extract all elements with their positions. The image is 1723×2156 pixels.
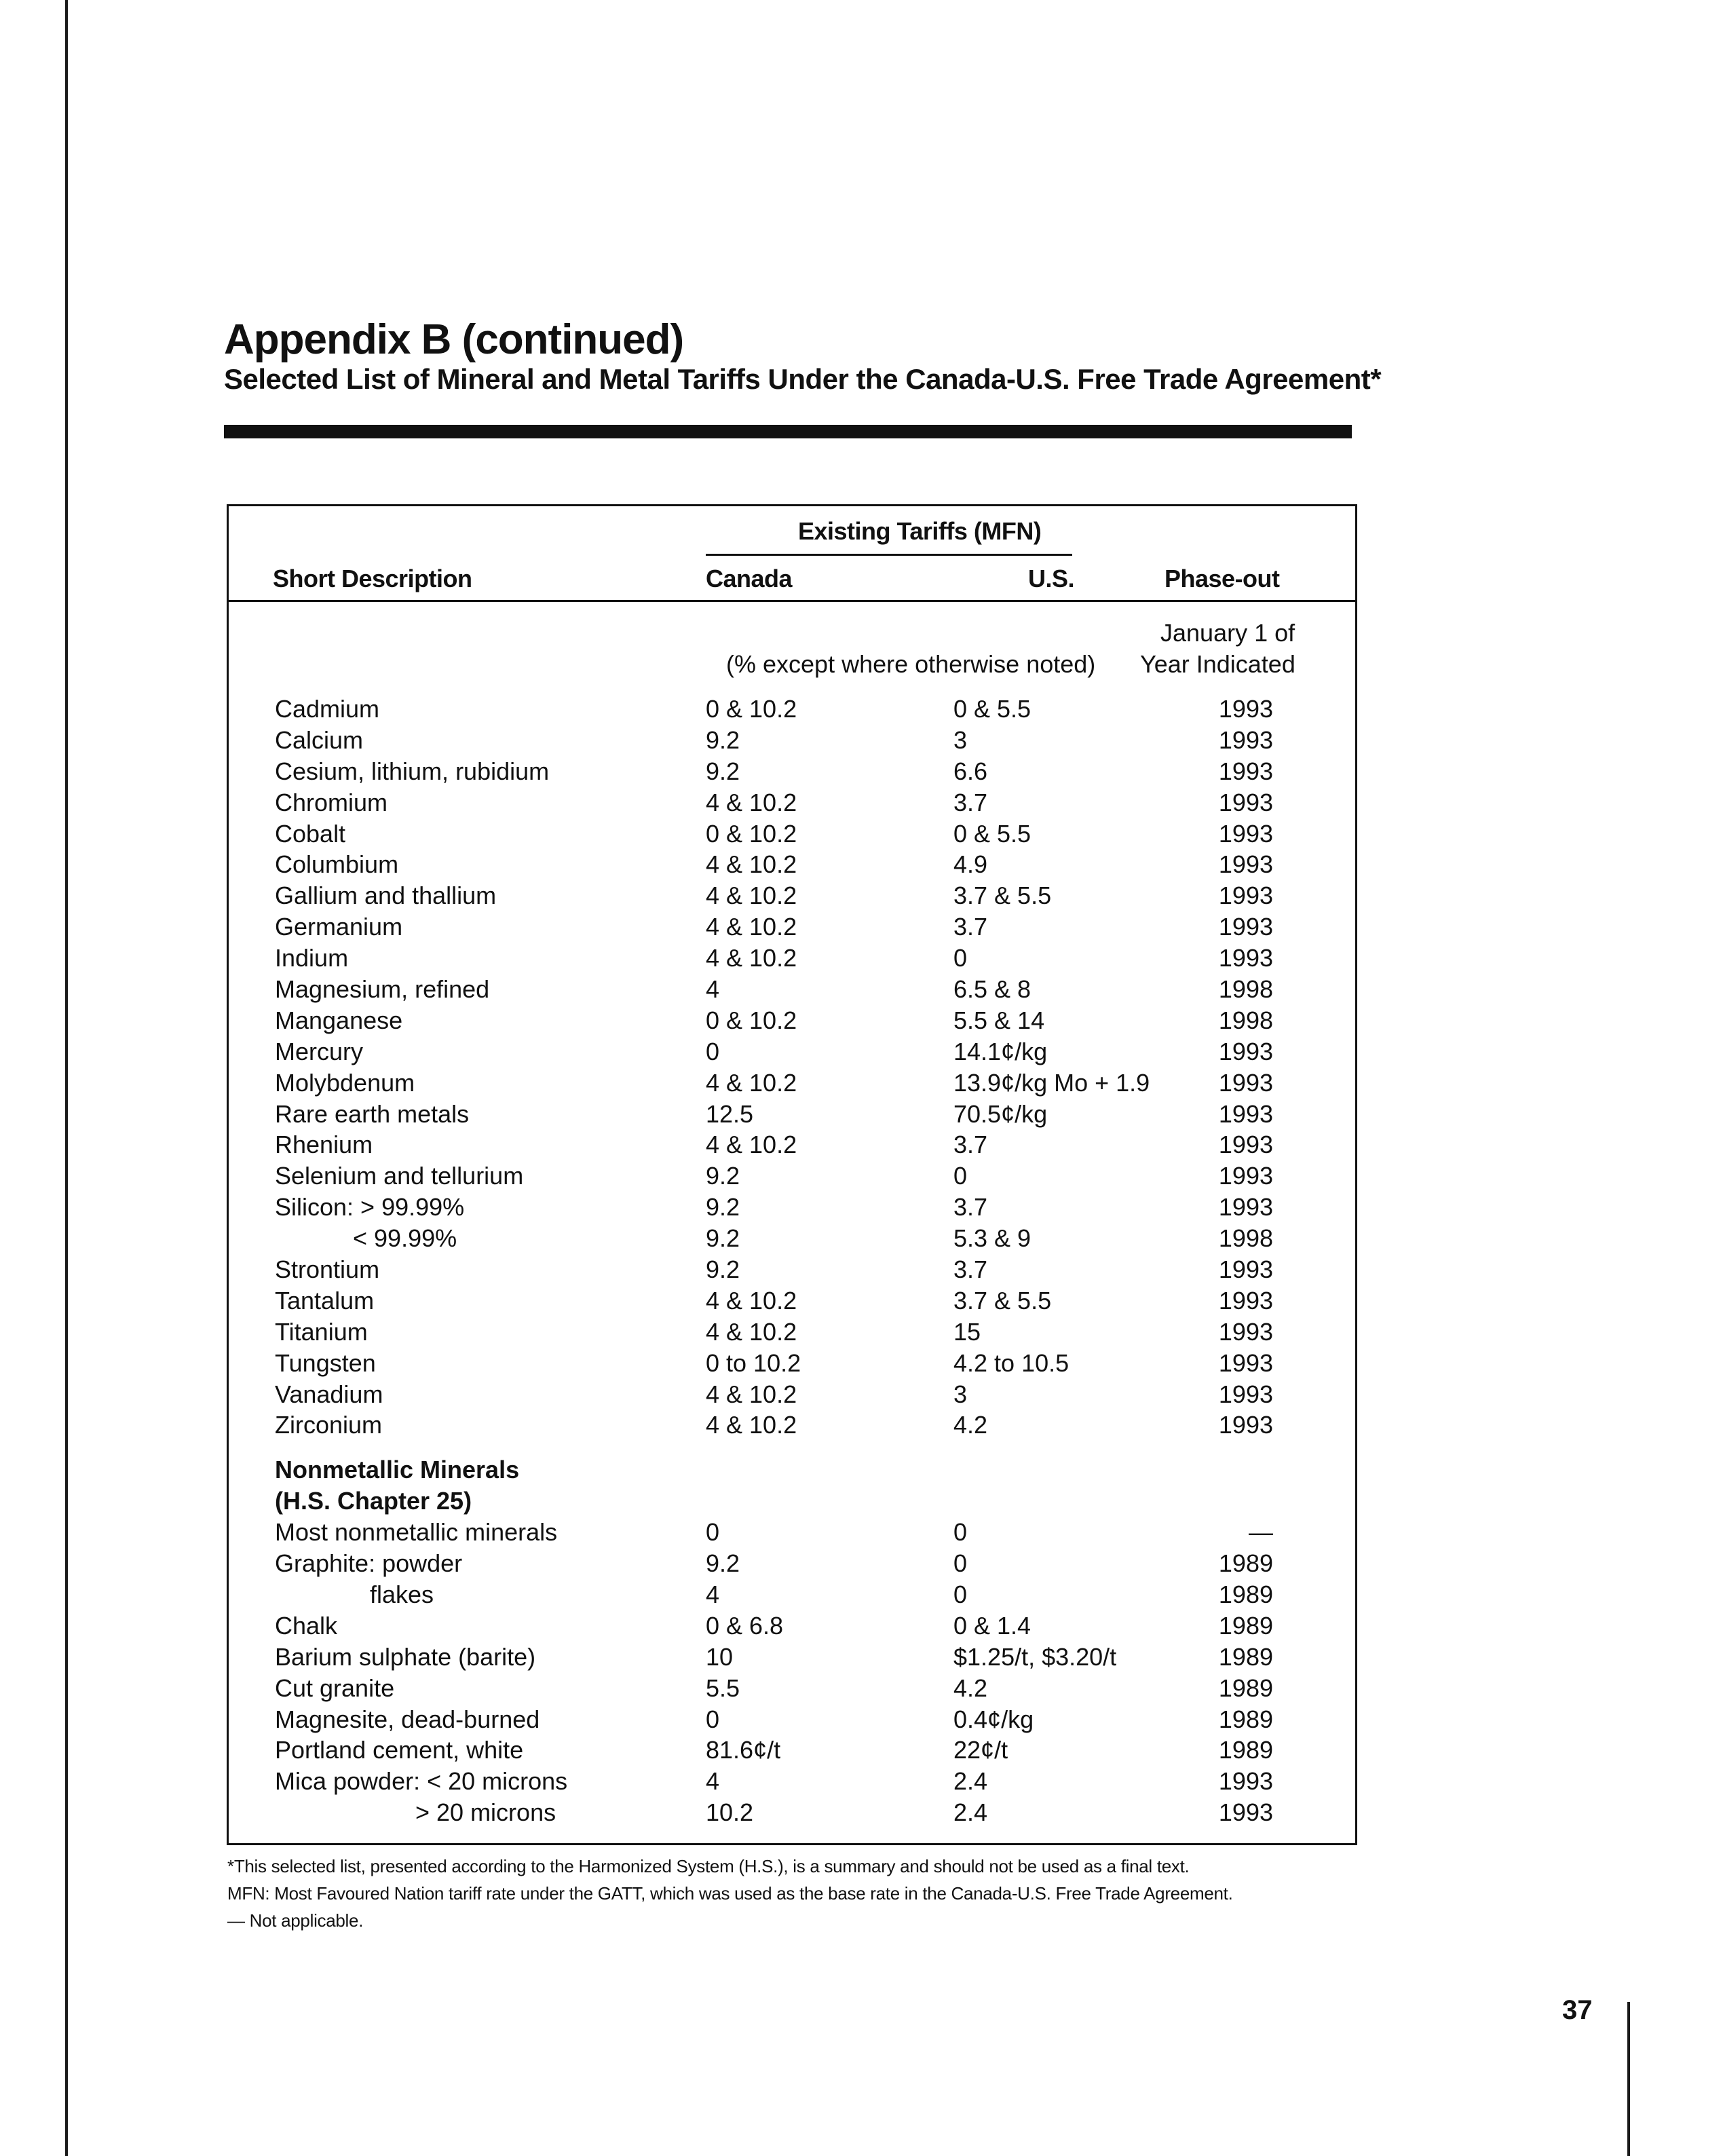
table-row — [0, 1223, 1723, 1254]
cell-us: 0 & 1.4 — [953, 1611, 1031, 1640]
cell-canada: 4 & 10.2 — [706, 913, 797, 941]
cell-canada: 9.2 — [706, 1162, 740, 1190]
table-row — [0, 943, 1723, 974]
cell-us: 4.2 to 10.5 — [953, 1348, 1069, 1377]
cell-phase-out: 1998 — [1218, 975, 1273, 1004]
cell-us: 3 — [953, 1380, 968, 1408]
cell-us: 0 — [953, 944, 968, 972]
table-row — [0, 1410, 1723, 1441]
cell-phase-out: 1998 — [1218, 1224, 1273, 1253]
cell-description: Cobalt — [275, 819, 346, 848]
cell-phase-out: 1993 — [1218, 788, 1273, 816]
cell-us: 3.7 & 5.5 — [953, 882, 1052, 910]
section-heading-row — [0, 1486, 1723, 1517]
tariff-rows — [0, 694, 1723, 1828]
table-row — [0, 1610, 1723, 1642]
cell-description: Columbium — [275, 850, 399, 879]
heading-rule — [224, 425, 1352, 438]
cell-phase-out: 1989 — [1218, 1642, 1273, 1671]
cell-us: 0.4¢/kg — [953, 1705, 1034, 1733]
cell-canada: 9.2 — [706, 1255, 740, 1284]
cell-phase-out: 1993 — [1218, 1193, 1273, 1222]
row-spacer — [0, 1441, 1723, 1454]
cell-canada: 0 & 6.8 — [706, 1611, 784, 1640]
table-row — [0, 911, 1723, 943]
table-row — [0, 1379, 1723, 1410]
cell-canada: 4 & 10.2 — [706, 1286, 797, 1315]
cell-us: 22¢/t — [953, 1736, 1008, 1764]
cell-canada: 4 & 10.2 — [706, 850, 797, 879]
cell-phase-out: 1993 — [1218, 757, 1273, 785]
table-row — [0, 1642, 1723, 1673]
cell-canada: 4 & 10.2 — [706, 1317, 797, 1346]
cell-canada: 0 — [706, 1705, 720, 1733]
cell-description: Titanium — [275, 1317, 368, 1346]
cell-canada: 81.6¢/t — [706, 1736, 781, 1764]
table-row — [0, 1005, 1723, 1036]
cell-us: 0 — [953, 1580, 968, 1608]
cell-description: Rare earth metals — [275, 1099, 470, 1128]
cell-phase-out: 1993 — [1218, 882, 1273, 910]
cell-canada: 0 & 10.2 — [706, 819, 797, 848]
cell-phase-out: 1989 — [1218, 1705, 1273, 1733]
cell-us: $1.25/t, $3.20/t — [953, 1642, 1117, 1671]
cell-canada: 4 & 10.2 — [706, 788, 797, 816]
cell-phase-out: 1993 — [1218, 913, 1273, 941]
cell-canada: 4 & 10.2 — [706, 1068, 797, 1097]
phase-note-line1: January 1 of — [1160, 619, 1295, 647]
cell-description: Calcium — [275, 725, 364, 754]
cell-description: Cut granite — [275, 1673, 395, 1702]
cell-us: 0 — [953, 1518, 968, 1547]
cell-canada: 0 — [706, 1037, 720, 1065]
cell-phase-out: — — [1249, 1518, 1273, 1547]
cell-phase-out: 1993 — [1218, 1162, 1273, 1190]
cell-us: 5.5 & 14 — [953, 1006, 1045, 1034]
cell-phase-out: 1989 — [1218, 1549, 1273, 1578]
cell-phase-out: 1993 — [1218, 1131, 1273, 1159]
table-row — [0, 725, 1723, 756]
cell-canada: 4 & 10.2 — [706, 1411, 797, 1439]
cell-description: Selenium and tellurium — [275, 1162, 524, 1190]
table-row — [0, 1797, 1723, 1828]
cell-description: Tungsten — [275, 1348, 376, 1377]
cell-description: Cadmium — [275, 695, 380, 723]
cell-description: > 20 microns — [415, 1798, 556, 1827]
cell-us: 13.9¢/kg Mo + 1.9 — [953, 1068, 1150, 1097]
cell-canada: 0 — [706, 1518, 720, 1547]
cell-us: 6.5 & 8 — [953, 975, 1031, 1004]
table-row — [0, 818, 1723, 850]
cell-canada: 4 & 10.2 — [706, 944, 797, 972]
cell-canada: 4 & 10.2 — [706, 882, 797, 910]
cell-description: Germanium — [275, 913, 403, 941]
cell-description: Tantalum — [275, 1286, 375, 1315]
cell-phase-out: 1993 — [1218, 725, 1273, 754]
cell-us: 3 — [953, 725, 968, 754]
cell-canada: 9.2 — [706, 757, 740, 785]
phase-note-line2: Year Indicated — [1140, 650, 1295, 678]
cell-phase-out: 1989 — [1218, 1580, 1273, 1608]
table-row — [0, 1766, 1723, 1797]
cell-phase-out: 1993 — [1218, 1348, 1273, 1377]
cell-description: Gallium and thallium — [275, 882, 497, 910]
cell-description: (H.S. Chapter 25) — [275, 1487, 472, 1515]
cell-canada: 10.2 — [706, 1798, 754, 1827]
cell-us: 3.7 & 5.5 — [953, 1286, 1052, 1315]
cell-phase-out: 1993 — [1218, 695, 1273, 723]
cell-us: 0 — [953, 1549, 968, 1578]
cell-phase-out: 1993 — [1218, 1099, 1273, 1128]
table-row — [0, 1036, 1723, 1067]
column-header-us: U.S. — [1028, 565, 1075, 592]
cell-description: Vanadium — [275, 1380, 383, 1408]
cell-phase-out: 1989 — [1218, 1736, 1273, 1764]
cell-description: Manganese — [275, 1006, 403, 1034]
cell-description: Nonmetallic Minerals — [275, 1456, 520, 1484]
cell-description: Indium — [275, 944, 349, 972]
cell-phase-out: 1993 — [1218, 1255, 1273, 1284]
table-row — [0, 1673, 1723, 1704]
cell-phase-out: 1993 — [1218, 944, 1273, 972]
cell-canada: 0 to 10.2 — [706, 1348, 801, 1377]
cell-phase-out: 1993 — [1218, 850, 1273, 879]
cell-canada: 9.2 — [706, 1193, 740, 1222]
cell-description: Chalk — [275, 1611, 338, 1640]
table-row — [0, 880, 1723, 911]
table-row — [0, 1317, 1723, 1348]
units-note: (% except where otherwise noted) — [726, 650, 1096, 678]
table-row — [0, 1735, 1723, 1766]
cell-us: 3.7 — [953, 913, 988, 941]
table-row — [0, 694, 1723, 725]
table-row — [0, 1704, 1723, 1735]
cell-description: Mica powder: < 20 microns — [275, 1767, 568, 1796]
cell-canada: 4 & 10.2 — [706, 1380, 797, 1408]
cell-us: 4.2 — [953, 1673, 988, 1702]
cell-us: 6.6 — [953, 757, 988, 785]
cell-canada: 10 — [706, 1642, 734, 1671]
group-header-existing-tariffs: Existing Tariffs (MFN) — [798, 517, 1042, 545]
page-subtitle: Selected List of Mineral and Metal Tariffs Under the Canada-U.S. Free Trade Agreement* — [224, 363, 1382, 395]
cell-us: 14.1¢/kg — [953, 1037, 1048, 1065]
cell-us: 3.7 — [953, 1193, 988, 1222]
cell-us: 5.3 & 9 — [953, 1224, 1031, 1253]
cell-description: Graphite: powder — [275, 1549, 463, 1578]
page-title: Appendix B (continued) — [224, 316, 684, 363]
cell-phase-out: 1993 — [1218, 1286, 1273, 1315]
scan-edge-right — [1627, 2002, 1630, 2156]
table-row — [0, 1067, 1723, 1099]
page-number: 37 — [1562, 1995, 1593, 2025]
cell-us: 3.7 — [953, 1131, 988, 1159]
table-row — [0, 1129, 1723, 1160]
table-row — [0, 1517, 1723, 1548]
cell-phase-out: 1993 — [1218, 1068, 1273, 1097]
cell-canada: 5.5 — [706, 1673, 740, 1702]
cell-us: 4.9 — [953, 850, 988, 879]
cell-description: Magnesium, refined — [275, 975, 490, 1004]
cell-canada: 9.2 — [706, 1224, 740, 1253]
footnote-not-applicable: — Not applicable. — [227, 1910, 364, 1931]
table-row — [0, 1192, 1723, 1223]
cell-canada: 4 — [706, 1580, 720, 1608]
cell-canada: 9.2 — [706, 1549, 740, 1578]
cell-canada: 4 & 10.2 — [706, 1131, 797, 1159]
cell-description: Silicon: > 99.99% — [275, 1193, 465, 1222]
table-row — [0, 849, 1723, 880]
cell-us: 70.5¢/kg — [953, 1099, 1048, 1128]
column-header-phase-out: Phase-out — [1165, 565, 1280, 592]
cell-description: Zirconium — [275, 1411, 383, 1439]
cell-us: 2.4 — [953, 1767, 988, 1796]
table-row — [0, 1579, 1723, 1610]
cell-canada: 0 & 10.2 — [706, 1006, 797, 1034]
cell-us: 4.2 — [953, 1411, 988, 1439]
cell-description: Magnesite, dead-burned — [275, 1705, 540, 1733]
cell-canada: 0 & 10.2 — [706, 695, 797, 723]
cell-phase-out: 1993 — [1218, 1037, 1273, 1065]
cell-phase-out: 1993 — [1218, 819, 1273, 848]
table-row — [0, 1548, 1723, 1579]
cell-us: 0 — [953, 1162, 968, 1190]
cell-canada: 4 — [706, 975, 720, 1004]
cell-canada: 12.5 — [706, 1099, 754, 1128]
group-header-rule — [706, 554, 1072, 556]
cell-us: 15 — [953, 1317, 981, 1346]
table-row — [0, 787, 1723, 818]
cell-canada: 4 — [706, 1767, 720, 1796]
table-row — [0, 1160, 1723, 1192]
cell-us: 0 & 5.5 — [953, 819, 1031, 848]
table-row — [0, 1099, 1723, 1130]
cell-us: 2.4 — [953, 1798, 988, 1827]
cell-phase-out: 1993 — [1218, 1411, 1273, 1439]
cell-description: Cesium, lithium, rubidium — [275, 757, 550, 785]
cell-description: < 99.99% — [353, 1224, 457, 1253]
cell-description: Rhenium — [275, 1131, 373, 1159]
cell-phase-out: 1993 — [1218, 1317, 1273, 1346]
column-header-canada: Canada — [706, 565, 793, 592]
cell-phase-out: 1993 — [1218, 1380, 1273, 1408]
cell-description: Mercury — [275, 1037, 364, 1065]
cell-canada: 9.2 — [706, 725, 740, 754]
cell-phase-out: 1993 — [1218, 1767, 1273, 1796]
cell-description: Most nonmetallic minerals — [275, 1518, 558, 1547]
cell-us: 0 & 5.5 — [953, 695, 1031, 723]
cell-description: Chromium — [275, 788, 388, 816]
cell-phase-out: 1989 — [1218, 1611, 1273, 1640]
cell-description: Portland cement, white — [275, 1736, 524, 1764]
table-row — [0, 974, 1723, 1005]
table-row — [0, 1254, 1723, 1285]
table-row — [0, 1285, 1723, 1317]
cell-description: flakes — [370, 1580, 434, 1608]
section-heading-row — [0, 1454, 1723, 1486]
cell-phase-out: 1993 — [1218, 1798, 1273, 1827]
footnote-asterisk: *This selected list, presented according to the Harmonized System (H.S.), is a summary and should not be used as a final text. — [227, 1856, 1190, 1876]
cell-description: Barium sulphate (barite) — [275, 1642, 536, 1671]
table-row — [0, 756, 1723, 787]
cell-us: 3.7 — [953, 788, 988, 816]
cell-phase-out: 1989 — [1218, 1673, 1273, 1702]
cell-us: 3.7 — [953, 1255, 988, 1284]
table-row — [0, 1348, 1723, 1379]
cell-description: Molybdenum — [275, 1068, 415, 1097]
header-rule — [227, 600, 1357, 602]
footnote-mfn: MFN: Most Favoured Nation tariff rate under the GATT, which was used as the base rate in the Canada-U.S. Free Trade Agreement. — [227, 1883, 1233, 1904]
cell-description: Strontium — [275, 1255, 380, 1284]
cell-phase-out: 1998 — [1218, 1006, 1273, 1034]
column-header-description: Short Description — [273, 565, 472, 592]
